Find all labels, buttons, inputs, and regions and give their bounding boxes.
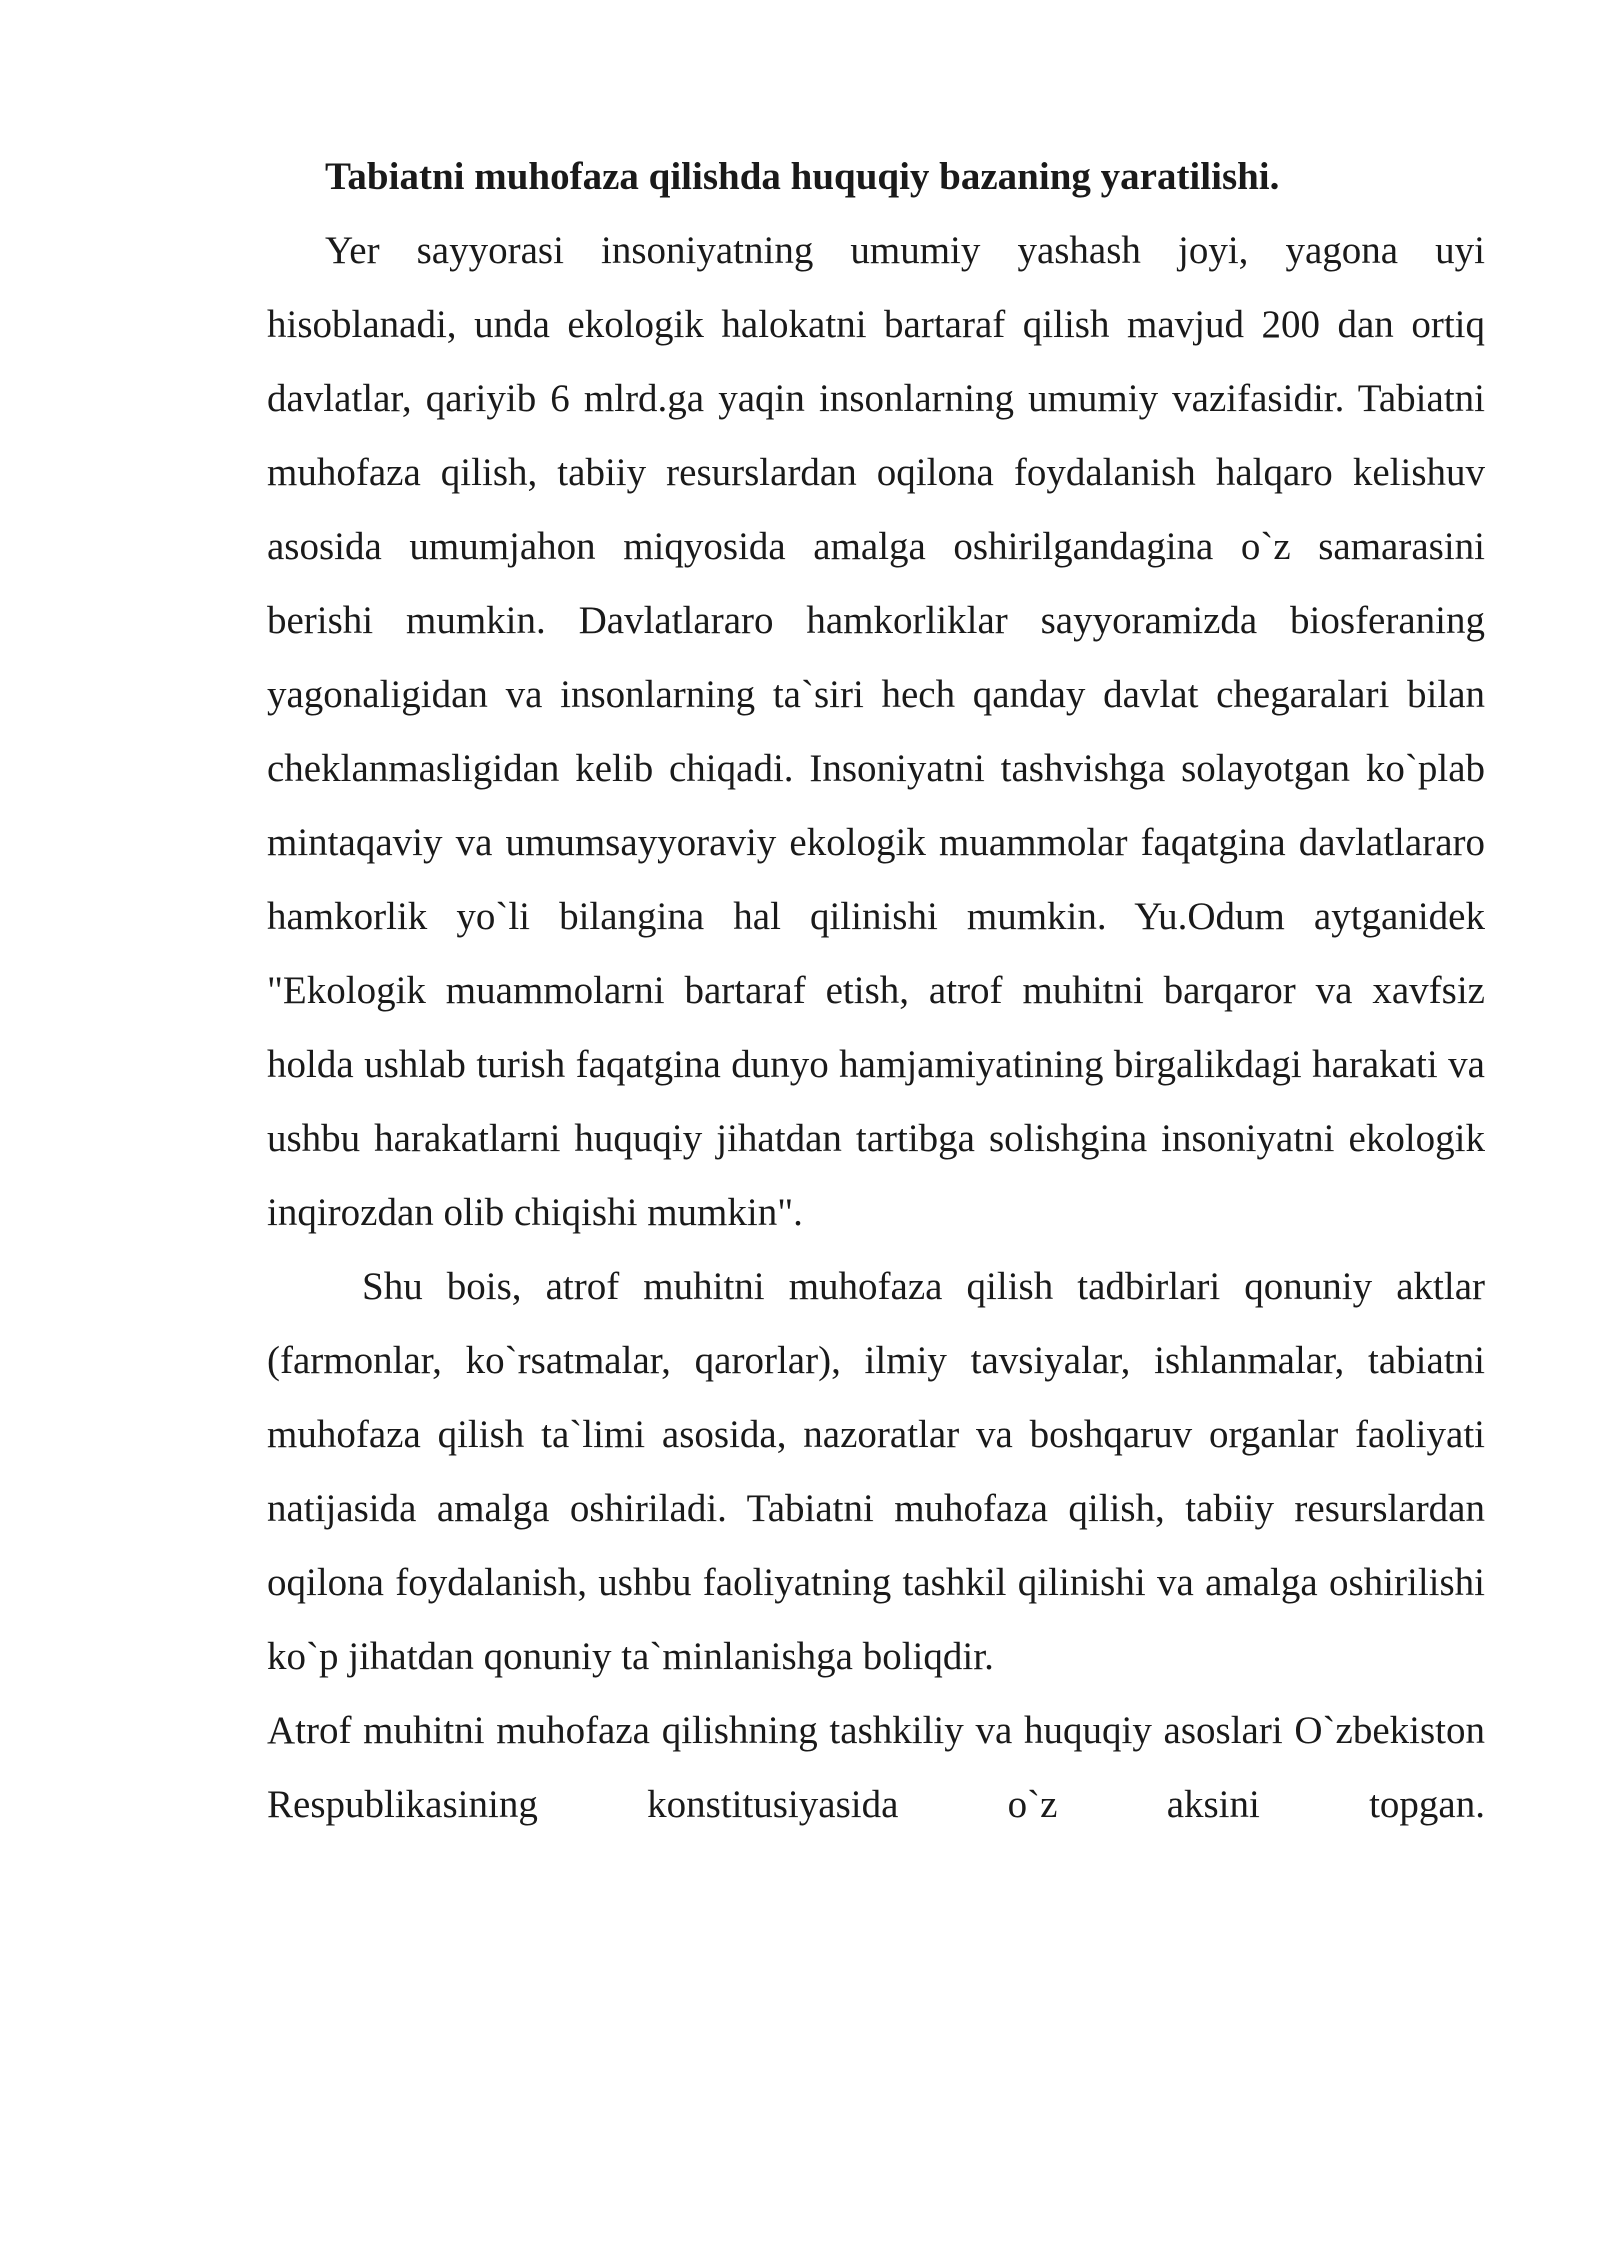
paragraph-2: Shu bois, atrof muhitni muhofaza qilish tadbirlari qonuniy aktlar (farmonlar, ko`rsatmalar, qarorlar), ilmiy tavsiyalar, ishlanmalar, tabiatni muhofaza qilish ta`limi asosida, nazoratlar va boshqaruv organlar faoliyati natijasida amalga oshiriladi. Tabiatni muhofaza qilish, tabiiy resurslardan oqilona foydalanish, ushbu faoliyatning tashkil qilinishi va amalga oshirilishi ko`p jihatdan qonuniy ta`minlanishga boliqdir. <box>267 1265 1485 1678</box>
paragraph-3: Atrof muhitni muhofaza qilishning tashkiliy va huquqiy asoslari O`zbekiston Respublikasining konstitusiyasida o`z aksini topgan. <box>267 1709 1485 1826</box>
document-title: Tabiatni muhofaza qilishda huquqiy bazaning yaratilishi. <box>325 155 1280 198</box>
document-body <box>267 140 1485 1842</box>
paragraph-1: Yer sayyorasi insoniyatning umumiy yashash joyi, yagona uyi hisoblanadi, unda ekologik halokatni bartaraf qilish mavjud 200 dan ortiq davlatlar, qariyib 6 mlrd.ga yaqin insonlarning umumiy vazifasidir. Tabiatni muhofaza qilish, tabiiy resurslardan oqilona foydalanish halqaro kelishuv asosida umumjahon miqyosida amalga oshirilgandagina o`z samarasini berishi mumkin. Davlatlararo hamkorliklar sayyoramizda biosferaning yagonaligidan va insonlarning ta`siri hech qanday davlat chegaralari bilan cheklanmasligidan kelib chiqadi. Insoniyatni tashvishga solayotgan ko`plab mintaqaviy va umumsayyoraviy ekologik muammolar faqatgina davlatlararo hamkorlik yo`li bilangina hal qilinishi mumkin. Yu.Odum aytganidek "Ekologik muammolarni bartaraf etish, atrof muhitni barqaror va xavfsiz holda ushlab turish faqatgina dunyo hamjamiyatining birgalikdagi harakati va ushbu harakatlarni huquqiy jihatdan tartibga solishgina insoniyatni ekologik inqirozdan olib chiqishi mumkin". <box>267 229 1485 1234</box>
